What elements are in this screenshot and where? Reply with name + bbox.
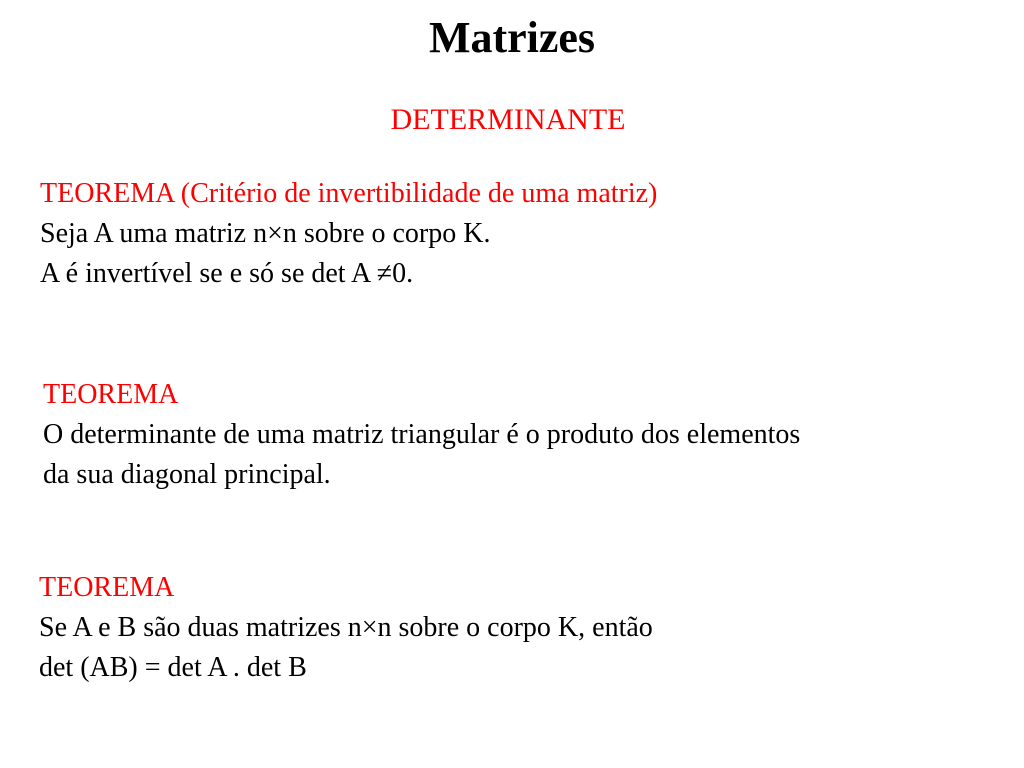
theorem-heading: TEOREMA: [39, 572, 175, 603]
theorem-line: Se A e B são duas matrizes n×n sobre o corpo K, então: [39, 612, 653, 643]
theorem-line: da sua diagonal principal.: [43, 459, 331, 490]
theorem-line: A é invertível se e só se det A ≠0.: [40, 258, 414, 289]
theorem-invertibility: [40, 174, 657, 294]
theorem-line: O determinante de uma matriz triangular é o produto dos elementos: [43, 419, 801, 450]
theorem-line: det (AB) = det A . det B: [39, 652, 307, 683]
theorem-line: Seja A uma matriz n×n sobre o corpo K.: [40, 218, 491, 249]
theorem-product: [39, 568, 653, 688]
slide-title: Matrizes: [428, 13, 596, 62]
section-subtitle: DETERMINANTE: [390, 103, 626, 136]
theorem-triangular: [43, 375, 800, 495]
theorem-heading: TEOREMA: [43, 379, 179, 410]
theorem-heading: TEOREMA (Critério de invertibilidade de uma matriz): [40, 178, 658, 209]
